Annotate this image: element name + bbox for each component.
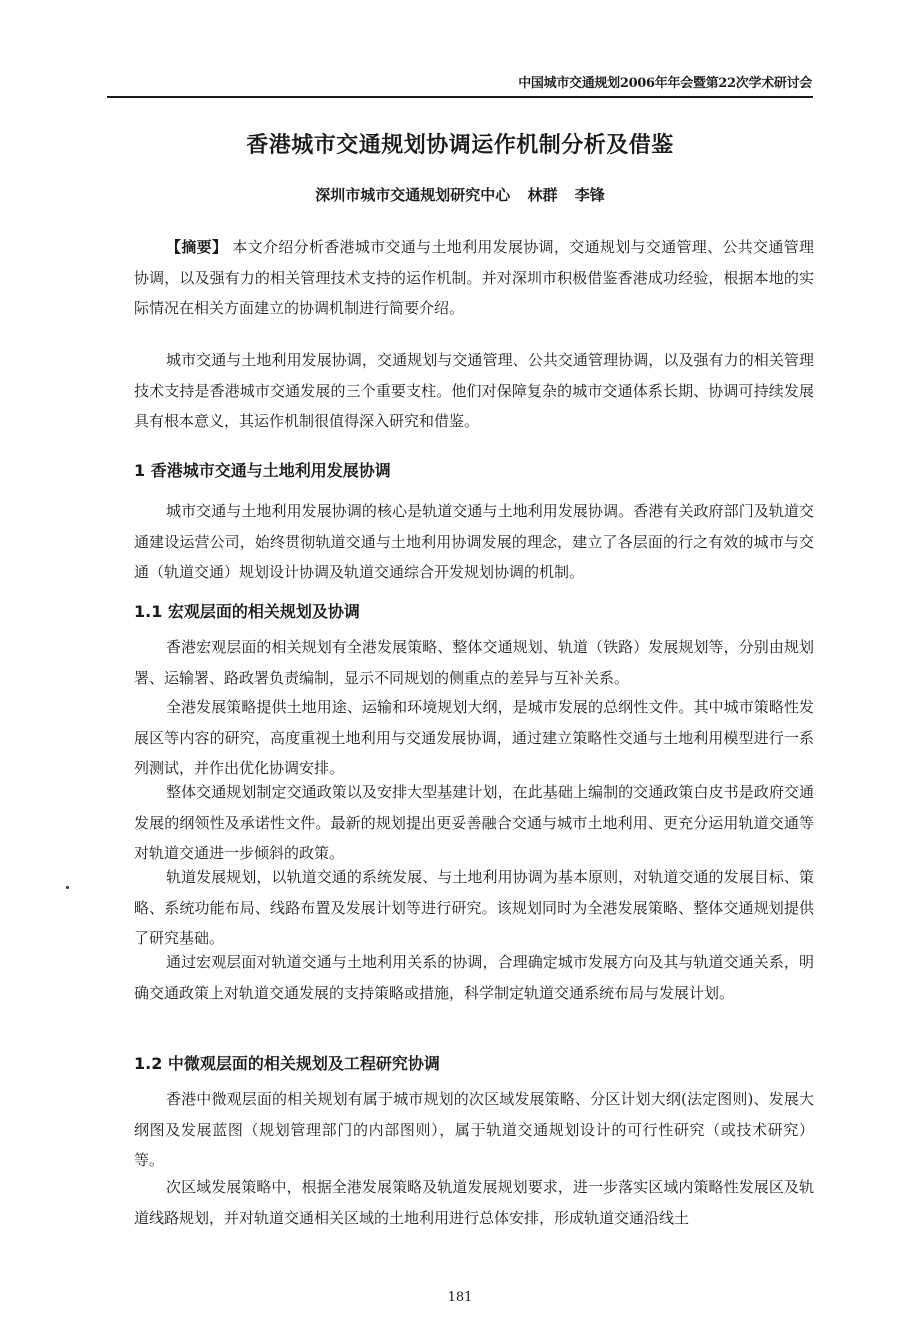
abstract-label: 【摘要】 <box>166 238 228 256</box>
section-heading: 1 香港城市交通与土地利用发展协调 <box>134 461 391 480</box>
body-paragraph: 次区域发展策略中，根据全港发展策略及轨道发展规划要求，进一步落实区域内策略性发展区及轨道线路规划，并对轨道交通相关区域的土地利用进行总体安排，形成轨道交通沿线土 <box>134 1178 814 1227</box>
body-paragraph: 通过宏观层面对轨道交通与土地利用关系的协调，合理确定城市发展方向及其与轨道交通关系，明确交通政策上对轨道交通发展的支持策略或措施，科学制定轨道交通系统布局与发展计划。 <box>134 953 814 1002</box>
page-number: 181 <box>447 1290 473 1305</box>
body-paragraph: 香港宏观层面的相关规划有全港发展策略、整体交通规划、轨道（铁路）发展规划等，分别由规划署、运输署、路政署负责编制，显示不同规划的侧重点的差异与互补关系。 <box>134 638 814 687</box>
body-paragraph: 香港中微观层面的相关规划有属于城市规划的次区域发展策略、分区计划大纲(法定图则)、发展大纲图及发展蓝图（规划管理部门的内部图则），属于轨道交通规划设计的可行性研究（或技术研究）等。 <box>134 1090 814 1170</box>
paper-title: 香港城市交通规划协调运作机制分析及借鉴 <box>246 132 674 158</box>
affiliation: 深圳市城市交通规划研究中心 <box>315 186 511 204</box>
subsection-heading: 1.1 宏观层面的相关规划及协调 <box>134 602 360 621</box>
body-paragraph: 全港发展策略提供土地用途、运输和环境规划大纲，是城市发展的总纲性文件。其中城市策略性发展区等内容的研究，高度重视土地利用与交通发展协调，通过建立策略性交通与土地利用模型进行一系列测试，并作出优化协调安排。 <box>134 698 814 778</box>
abstract-text: 本文介绍分析香港城市交通与土地利用发展协调，交通规划与交通管理、公共交通管理协调，以及强有力的相关管理技术支持的运作机制。并对深圳市积极借鉴香港成功经验，根据本地的实际情况在相关方面建立的协调机制进行简要介绍。 <box>134 238 814 318</box>
author-name: 李锋 <box>574 186 605 204</box>
scan-artifact-dot <box>66 886 69 889</box>
running-header: 中国城市交通规划2006年年会暨第22次学术研讨会 <box>518 76 812 91</box>
author-name: 林群 <box>527 186 558 204</box>
body-paragraph: 整体交通规划制定交通政策以及安排大型基建计划，在此基础上编制的交通政策白皮书是政府交通发展的纲领性及承诺性文件。最新的规划提出更妥善融合交通与城市土地利用、更充分运用轨道交通等对轨道交通进一步倾斜的政策。 <box>134 783 814 863</box>
header-rule <box>107 96 813 98</box>
subsection-heading: 1.2 中微观层面的相关规划及工程研究协调 <box>134 1054 440 1073</box>
author-line <box>0 184 920 205</box>
body-paragraph: 轨道发展规划，以轨道交通的系统发展、与土地利用协调为基本原则，对轨道交通的发展目标、策略、系统功能布局、线路布置及发展计划等进行研究。该规划同时为全港发展策略、整体交通规划提供了研究基础。 <box>134 868 814 948</box>
body-paragraph: 城市交通与土地利用发展协调的核心是轨道交通与土地利用发展协调。香港有关政府部门及轨道交通建设运营公司，始终贯彻轨道交通与土地利用协调发展的理念，建立了各层面的行之有效的城市与交通（轨道交通）规划设计协调及轨道交通综合开发规划协调的机制。 <box>134 502 814 582</box>
intro-paragraph: 城市交通与土地利用发展协调，交通规划与交通管理、公共交通管理协调，以及强有力的相关管理技术支持是香港城市交通发展的三个重要支柱。他们对保障复杂的城市交通体系长期、协调可持续发展具有根本意义，其运作机制很值得深入研究和借鉴。 <box>134 351 814 431</box>
abstract <box>134 232 814 324</box>
